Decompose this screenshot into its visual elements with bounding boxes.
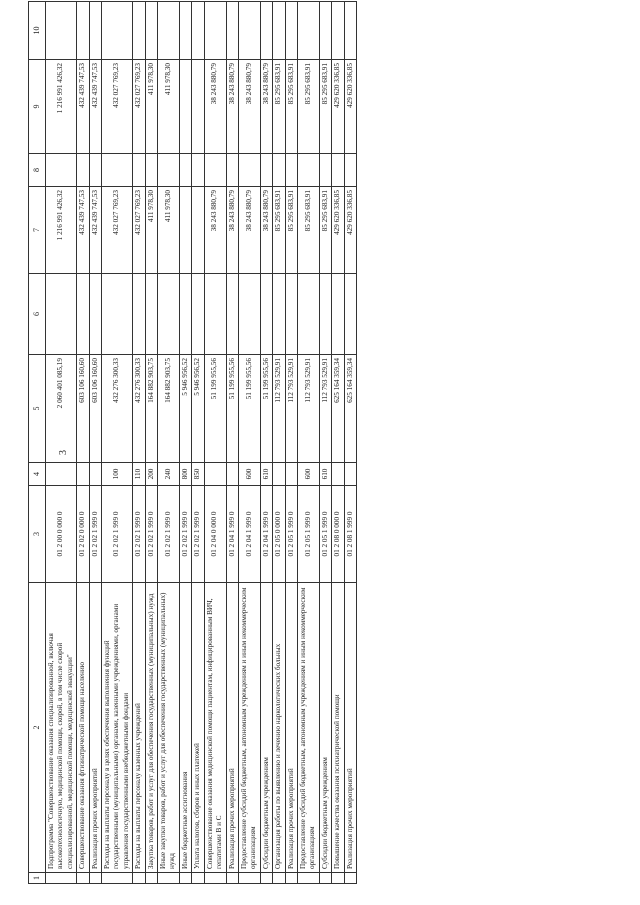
table-row <box>332 2 344 884</box>
column-number-3: 3 <box>29 486 46 583</box>
amount-cell: 2 060 401 085,19 <box>46 355 77 463</box>
row-index-cell <box>285 873 297 884</box>
row-index-cell <box>192 873 204 884</box>
column-9-cell: 38 243 880,79 <box>204 60 226 154</box>
column-8-cell <box>238 154 260 187</box>
column-8-cell <box>158 154 180 187</box>
column-10-cell <box>145 2 157 60</box>
target-code-cell: 01 2 04 0 000 0 <box>204 486 226 583</box>
column-6-cell <box>158 274 180 355</box>
column-10-cell <box>204 2 226 60</box>
column-7-cell: 38 243 880,79 <box>238 187 260 274</box>
table-header <box>29 2 46 884</box>
target-code-cell: 01 2 02 1 999 0 <box>133 486 145 583</box>
column-7-cell: 85 295 683,91 <box>285 187 297 274</box>
column-6-cell <box>273 274 285 355</box>
amount-cell: 625 164 359,34 <box>344 355 356 463</box>
column-9-cell <box>192 60 204 154</box>
column-number-6: 6 <box>29 274 46 355</box>
amount-cell: 112 793 529,91 <box>273 355 285 463</box>
row-index-cell <box>158 873 180 884</box>
table-row <box>204 2 226 884</box>
item-name-cell: Организация работы по выявлению и лечению наркологических больных <box>273 583 285 873</box>
column-6-cell <box>238 274 260 355</box>
table-row <box>179 2 191 884</box>
column-7-cell: 429 620 336,85 <box>332 187 344 274</box>
table-row <box>226 2 238 884</box>
column-10-cell <box>285 2 297 60</box>
table-row <box>238 2 260 884</box>
table-body <box>46 2 357 884</box>
column-10-cell <box>332 2 344 60</box>
column-8-cell <box>179 154 191 187</box>
table-row <box>77 2 89 884</box>
row-index-cell <box>102 873 133 884</box>
table-row <box>46 2 77 884</box>
target-code-cell: 01 2 05 1 999 0 <box>319 486 331 583</box>
target-code-cell: 01 2 05 0 000 0 <box>273 486 285 583</box>
row-index-cell <box>179 873 191 884</box>
row-index-cell <box>133 873 145 884</box>
expense-type-cell: 610 <box>319 463 331 486</box>
expense-type-cell <box>46 463 77 486</box>
table-row <box>102 2 133 884</box>
column-8-cell <box>145 154 157 187</box>
row-index-cell <box>46 873 77 884</box>
column-8-cell <box>46 154 77 187</box>
target-code-cell: 01 2 04 1 999 0 <box>260 486 272 583</box>
column-6-cell <box>89 274 101 355</box>
column-9-cell: 411 978,30 <box>158 60 180 154</box>
column-8-cell <box>133 154 145 187</box>
column-6-cell <box>133 274 145 355</box>
table-row <box>260 2 272 884</box>
amount-cell: 603 106 160,60 <box>89 355 101 463</box>
target-code-cell: 01 2 02 1 999 0 <box>102 486 133 583</box>
amount-cell: 432 276 300,33 <box>133 355 145 463</box>
column-7-cell: 1 216 991 426,32 <box>46 187 77 274</box>
amount-cell: 51 199 955,56 <box>226 355 238 463</box>
column-10-cell <box>344 2 356 60</box>
table-row <box>344 2 356 884</box>
column-number-5: 5 <box>29 355 46 463</box>
column-7-cell: 85 295 683,91 <box>297 187 319 274</box>
target-code-cell: 01 2 02 1 999 0 <box>179 486 191 583</box>
budget-table <box>28 1 357 884</box>
column-8-cell <box>260 154 272 187</box>
item-name-cell: Предоставление субсидий бюджетным, автономным учреждениям и иным некоммерческим организациям <box>297 583 319 873</box>
column-9-cell: 429 620 336,85 <box>344 60 356 154</box>
column-8-cell <box>77 154 89 187</box>
expense-type-cell: 100 <box>102 463 133 486</box>
expense-type-cell <box>273 463 285 486</box>
column-7-cell: 411 978,30 <box>145 187 157 274</box>
column-8-cell <box>204 154 226 187</box>
column-6-cell <box>179 274 191 355</box>
row-index-cell <box>238 873 260 884</box>
row-index-cell <box>332 873 344 884</box>
row-index-cell <box>344 873 356 884</box>
column-number-8: 8 <box>29 154 46 187</box>
table-row <box>133 2 145 884</box>
column-8-cell <box>332 154 344 187</box>
target-code-cell: 01 2 02 1 999 0 <box>192 486 204 583</box>
page-number: 3 <box>58 450 69 455</box>
row-index-cell <box>260 873 272 884</box>
row-index-cell <box>297 873 319 884</box>
row-index-cell <box>273 873 285 884</box>
row-index-cell <box>89 873 101 884</box>
amount-cell: 625 164 359,34 <box>332 355 344 463</box>
item-name-cell: Совершенствование оказания медицинской помощи пациентам, инфицированным ВИЧ, гепатитами В и С <box>204 583 226 873</box>
column-8-cell <box>273 154 285 187</box>
column-10-cell <box>77 2 89 60</box>
column-6-cell <box>344 274 356 355</box>
column-number-9: 9 <box>29 60 46 154</box>
item-name-cell: Субсидии бюджетным учреждениям <box>260 583 272 873</box>
column-7-cell: 85 295 683,91 <box>273 187 285 274</box>
amount-cell: 432 276 300,33 <box>102 355 133 463</box>
column-6-cell <box>332 274 344 355</box>
amount-cell: 51 199 955,56 <box>260 355 272 463</box>
table-row <box>273 2 285 884</box>
amount-cell: 164 882 903,75 <box>145 355 157 463</box>
column-6-cell <box>226 274 238 355</box>
column-10-cell <box>46 2 77 60</box>
column-7-cell: 429 620 336,85 <box>344 187 356 274</box>
row-index-cell <box>145 873 157 884</box>
column-7-cell: 432 439 747,53 <box>89 187 101 274</box>
column-9-cell: 429 620 336,85 <box>332 60 344 154</box>
column-7-cell: 411 978,30 <box>158 187 180 274</box>
column-number-10: 10 <box>29 2 46 60</box>
item-name-cell: Реализация прочих мероприятий <box>89 583 101 873</box>
amount-cell: 112 793 529,91 <box>297 355 319 463</box>
row-index-cell <box>204 873 226 884</box>
amount-cell: 5 946 956,52 <box>179 355 191 463</box>
column-10-cell <box>179 2 191 60</box>
amount-cell: 5 946 956,52 <box>192 355 204 463</box>
column-7-cell: 432 439 747,53 <box>77 187 89 274</box>
column-6-cell <box>204 274 226 355</box>
column-8-cell <box>344 154 356 187</box>
column-number-2: 2 <box>29 583 46 873</box>
table-row <box>319 2 331 884</box>
column-7-cell: 38 243 880,79 <box>260 187 272 274</box>
table-row <box>158 2 180 884</box>
table-row <box>285 2 297 884</box>
expense-type-cell <box>332 463 344 486</box>
item-name-cell: Иные бюджетные ассигнования <box>179 583 191 873</box>
column-9-cell: 85 295 683,91 <box>273 60 285 154</box>
target-code-cell: 01 2 00 0 000 0 <box>46 486 77 583</box>
target-code-cell: 01 2 02 1 999 0 <box>89 486 101 583</box>
amount-cell: 603 106 160,60 <box>77 355 89 463</box>
amount-cell: 112 793 529,91 <box>285 355 297 463</box>
column-6-cell <box>102 274 133 355</box>
column-8-cell <box>285 154 297 187</box>
column-9-cell: 38 243 880,79 <box>260 60 272 154</box>
column-9-cell: 85 295 683,91 <box>285 60 297 154</box>
item-name-cell: Закупка товаров, работ и услуг для обеспечения государственных (муниципальных) нужд <box>145 583 157 873</box>
column-9-cell <box>179 60 191 154</box>
column-7-cell: 432 027 769,23 <box>102 187 133 274</box>
column-6-cell <box>297 274 319 355</box>
column-6-cell <box>260 274 272 355</box>
column-10-cell <box>226 2 238 60</box>
column-9-cell: 432 439 747,53 <box>77 60 89 154</box>
column-10-cell <box>319 2 331 60</box>
item-name-cell: Реализация прочих мероприятий <box>285 583 297 873</box>
target-code-cell: 01 2 08 1 999 0 <box>344 486 356 583</box>
target-code-cell: 01 2 04 1 999 0 <box>238 486 260 583</box>
item-name-cell: Расходы на выплаты персоналу казенных учреждений <box>133 583 145 873</box>
expense-type-cell: 610 <box>260 463 272 486</box>
item-name-cell: Расходы на выплаты персоналу в целях обеспечения выполнения функций государственными (муниципальными) органами, казенными учреждениями, органами управления государственными внебюджетными фондами <box>102 583 133 873</box>
item-name-cell: Иные закупки товаров, работ и услуг для обеспечения государственных (муниципальных) нужд <box>158 583 180 873</box>
column-10-cell <box>273 2 285 60</box>
column-10-cell <box>158 2 180 60</box>
column-9-cell: 432 027 769,23 <box>102 60 133 154</box>
column-9-cell: 1 216 991 426,32 <box>46 60 77 154</box>
column-6-cell <box>192 274 204 355</box>
expense-type-cell <box>77 463 89 486</box>
table-row <box>145 2 157 884</box>
column-9-cell: 85 295 683,91 <box>297 60 319 154</box>
target-code-cell: 01 2 02 1 999 0 <box>145 486 157 583</box>
column-9-cell: 85 295 683,91 <box>319 60 331 154</box>
amount-cell: 164 882 903,75 <box>158 355 180 463</box>
table-row <box>192 2 204 884</box>
column-7-cell: 85 295 683,91 <box>319 187 331 274</box>
column-8-cell <box>192 154 204 187</box>
row-index-cell <box>77 873 89 884</box>
table-row <box>89 2 101 884</box>
row-index-cell <box>319 873 331 884</box>
table-row <box>297 2 319 884</box>
column-10-cell <box>102 2 133 60</box>
column-number-7: 7 <box>29 187 46 274</box>
expense-type-cell: 600 <box>238 463 260 486</box>
expense-type-cell: 800 <box>179 463 191 486</box>
item-name-cell: Подпрограмма "Совершенствование оказания специализированной, включая высокотехнологичную, медицинской помощи, скорой, в том числе скорой специализированной, медицинской помощи, медицинской эвакуации" <box>46 583 77 873</box>
expense-type-cell: 240 <box>158 463 180 486</box>
item-name-cell: Реализация прочих мероприятий <box>344 583 356 873</box>
target-code-cell: 01 2 05 1 999 0 <box>285 486 297 583</box>
target-code-cell: 01 2 02 1 999 0 <box>158 486 180 583</box>
amount-cell: 51 199 955,56 <box>204 355 226 463</box>
column-6-cell <box>145 274 157 355</box>
target-code-cell: 01 2 08 0 000 0 <box>332 486 344 583</box>
column-9-cell: 38 243 880,79 <box>238 60 260 154</box>
expense-type-cell <box>226 463 238 486</box>
column-number-1: 1 <box>29 873 46 884</box>
column-7-cell: 38 243 880,79 <box>226 187 238 274</box>
column-6-cell <box>285 274 297 355</box>
expense-type-cell <box>89 463 101 486</box>
item-name-cell: Повышение качества оказания психиатрической помощи <box>332 583 344 873</box>
column-8-cell <box>297 154 319 187</box>
column-6-cell <box>319 274 331 355</box>
item-name-cell: Уплата налогов, сборов и иных платежей <box>192 583 204 873</box>
column-10-cell <box>133 2 145 60</box>
item-name-cell: Субсидии бюджетным учреждениям <box>319 583 331 873</box>
column-7-cell <box>179 187 191 274</box>
column-8-cell <box>89 154 101 187</box>
expense-type-cell: 200 <box>145 463 157 486</box>
column-7-cell: 38 243 880,79 <box>204 187 226 274</box>
column-8-cell <box>319 154 331 187</box>
item-name-cell: Предоставление субсидий бюджетным, автономным учреждениям и иным некоммерческим организациям <box>238 583 260 873</box>
column-6-cell <box>77 274 89 355</box>
column-9-cell: 38 243 880,79 <box>226 60 238 154</box>
column-7-cell: 432 027 769,23 <box>133 187 145 274</box>
amount-cell: 51 199 955,56 <box>238 355 260 463</box>
column-10-cell <box>297 2 319 60</box>
column-9-cell: 432 439 747,53 <box>89 60 101 154</box>
target-code-cell: 01 2 02 0 000 0 <box>77 486 89 583</box>
expense-type-cell: 850 <box>192 463 204 486</box>
column-6-cell <box>46 274 77 355</box>
target-code-cell: 01 2 04 1 999 0 <box>226 486 238 583</box>
expense-type-cell: 600 <box>297 463 319 486</box>
expense-type-cell <box>285 463 297 486</box>
column-9-cell: 411 978,30 <box>145 60 157 154</box>
amount-cell: 112 793 529,91 <box>319 355 331 463</box>
column-10-cell <box>89 2 101 60</box>
column-7-cell <box>192 187 204 274</box>
expense-type-cell <box>344 463 356 486</box>
row-index-cell <box>226 873 238 884</box>
expense-type-cell <box>204 463 226 486</box>
column-10-cell <box>192 2 204 60</box>
column-8-cell <box>226 154 238 187</box>
column-8-cell <box>102 154 133 187</box>
column-10-cell <box>238 2 260 60</box>
target-code-cell: 01 2 05 1 999 0 <box>297 486 319 583</box>
expense-type-cell: 110 <box>133 463 145 486</box>
item-name-cell: Реализация прочих мероприятий <box>226 583 238 873</box>
column-number-4: 4 <box>29 463 46 486</box>
item-name-cell: Совершенствование оказания фтизиатрической помощи населению <box>77 583 89 873</box>
column-9-cell: 432 027 769,23 <box>133 60 145 154</box>
column-10-cell <box>260 2 272 60</box>
